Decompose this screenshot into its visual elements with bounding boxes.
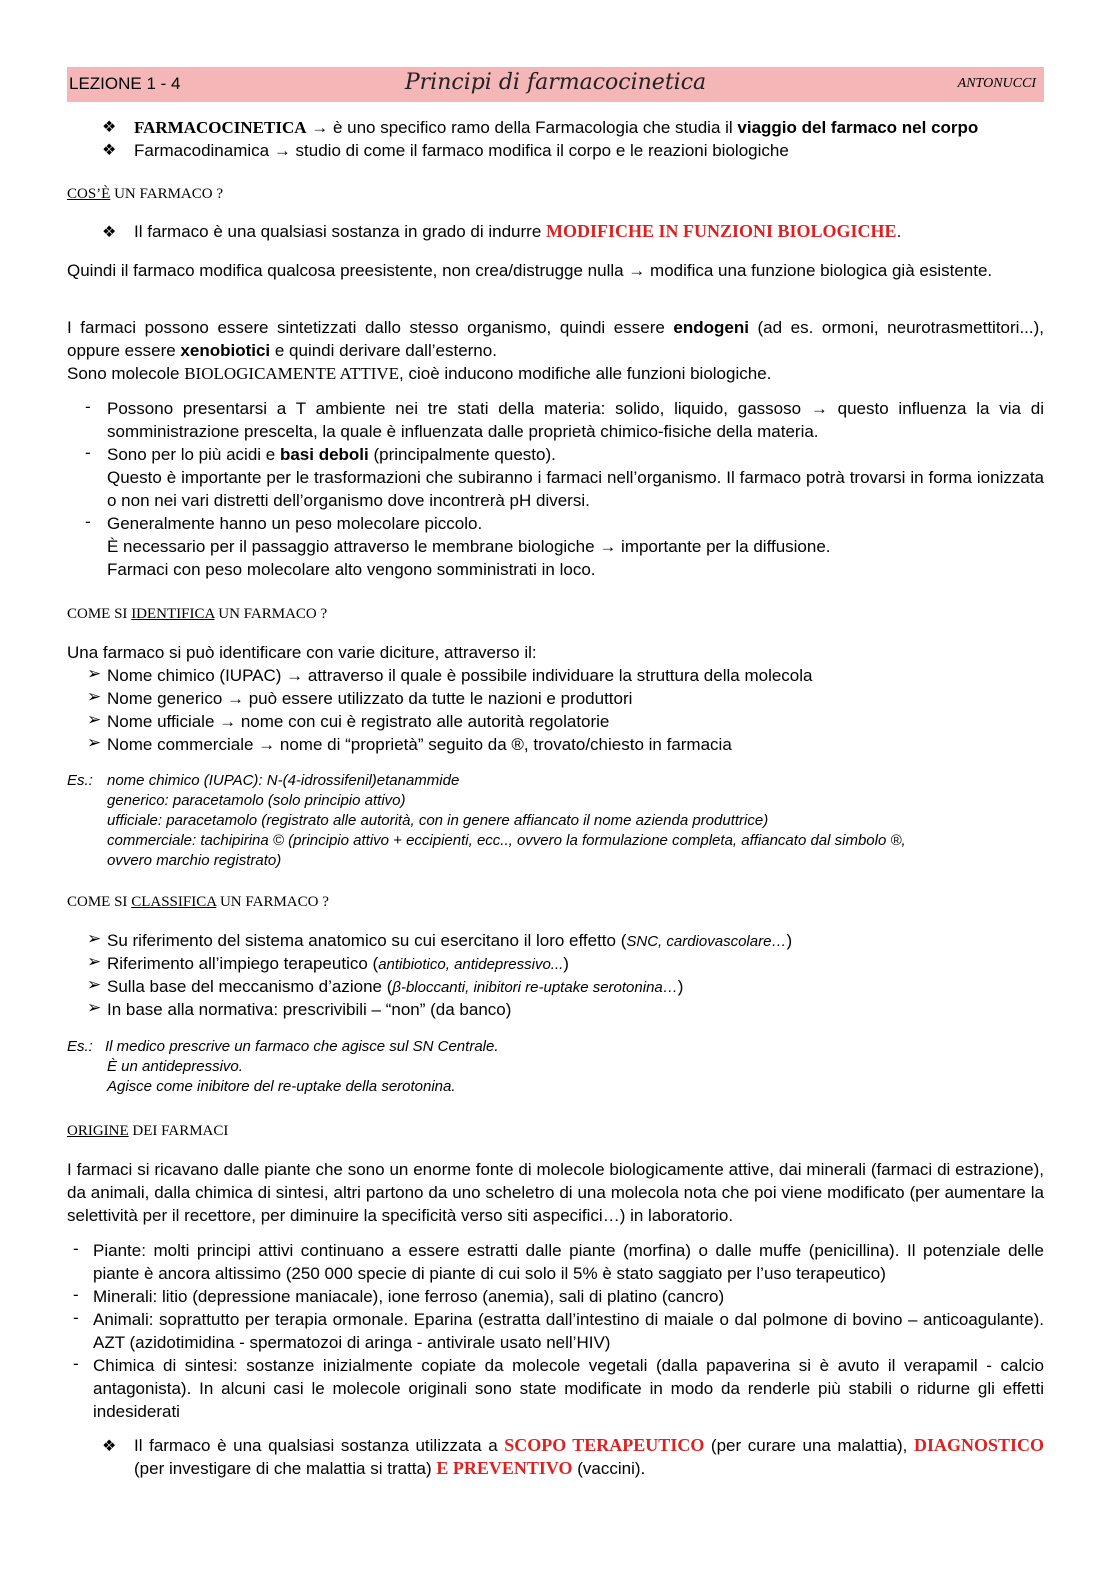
section-heading-identifica: COME SI IDENTIFICA UN FARMACO ? [67, 606, 328, 622]
list-item: Nome generico → può essere utilizzato da tutte le nazioni e produttori [107, 689, 633, 708]
conclusion-bullet: Il farmaco è una qualsiasi sostanza utilizzata a SCOPO TERAPEUTICO (per curare una malattia), DIAGNOSTICO (per investigare di che malattia si tratta) E PREVENTIVO (vaccini). [134, 1435, 1045, 1478]
intro-item-1: FARMACOCINETICA → è uno specifico ramo della Farmacologia che studia il viaggio del farmaco nel corpo [134, 118, 979, 137]
paragraph: I farmaci si ricavano dalle piante che sono un enorme fonte di molecole biologicamente attive, dai minerali (farmaci di estrazione), da animali, dalla chimica di sintesi, altri partono da uno scheletro di una molecola nota che poi viene modificato (per aumentare la selettività per il recettore, per diminuire la specificità verso siti aspecifici…) in laboratorio. [67, 1160, 1044, 1225]
list-item-continuation: Farmaci con peso molecolare alto vengono somministrati in loco. [107, 560, 596, 579]
intro-item-2: Farmacodinamica → studio di come il farmaco modifica il corpo e le reazioni biologiche [134, 141, 789, 160]
example-line: ufficiale: paracetamolo (registrato alle autorità, con in genere affiancato il nome azienda produttrice) [107, 812, 769, 829]
list-item: Animali: soprattutto per terapia ormonale. Eparina (estratta dall’intestino di maiale o dal polmone di bovino – anticoagulante). AZT (azidotimidina - spermatozoi di aringa - antivirale usato nell’HIV) [93, 1310, 1044, 1352]
list-item: Generalmente hanno un peso molecolare piccolo. [107, 514, 483, 533]
arrow-bullet-icon: ➢ [87, 687, 102, 706]
diamond-bullet-icon: ❖ [102, 142, 117, 159]
arrow-bullet-icon: ➢ [87, 952, 102, 971]
example-line: nome chimico (IUPAC): N-(4-idrossifenil)etanammide [107, 772, 460, 789]
list-item: Su riferimento del sistema anatomico su cui esercitano il loro effetto (SNC, cardiovascolare…) [107, 931, 793, 950]
list-item: Riferimento all’impiego terapeutico (antibiotico, antidepressivo...) [107, 954, 569, 973]
list-item: Nome ufficiale → nome con cui è registrato alle autorità regolatorie [107, 712, 610, 731]
list-item: In base alla normativa: prescrivibili – “non” (da banco) [107, 1000, 512, 1019]
arrow-bullet-icon: ➢ [87, 998, 102, 1017]
paragraph: I farmaci possono essere sintetizzati dallo stesso organismo, quindi essere endogeni (ad es. ormoni, neurotrasmettitori...), oppure essere xenobiotici e quindi derivare dall’esterno. [67, 318, 1045, 360]
list-item: Minerali: litio (depressione maniacale), ione ferroso (anemia), sali di platino (cancro) [93, 1287, 725, 1306]
example-line: Il medico prescrive un farmaco che agisce sul SN Centrale. [105, 1038, 499, 1055]
arrow-bullet-icon: ➢ [87, 664, 102, 683]
arrow-bullet-icon: ➢ [87, 710, 102, 729]
arrow-bullet-icon: ➢ [87, 733, 102, 752]
list-item: Chimica di sintesi: sostanze inizialmente copiate da molecole vegetali (dalla papaverina si è avuto il verapamil - calcio antagonista). In alcuni casi le molecole originali sono state modificate in modo da renderle più stabili o ridurne gli effetti indesiderati [93, 1356, 1044, 1421]
paragraph: Quindi il farmaco modifica qualcosa preesistente, non crea/distrugge nulla → modifica una funzione biologica già esistente. [67, 261, 993, 280]
paragraph: Sono molecole BIOLOGICAMENTE ATTIVE, cioè inducono modifiche alle funzioni biologiche. [67, 364, 772, 383]
list-item: Nome chimico (IUPAC) → attraverso il quale è possibile individuare la struttura della molecola [107, 666, 813, 685]
diamond-bullet-icon: ❖ [102, 119, 117, 136]
list-item: Sulla base del meccanismo d’azione (β-bloccanti, inibitori re-uptake serotonina…) [107, 977, 684, 996]
example-label: Es.: [67, 1038, 93, 1055]
example-label: Es.: [67, 772, 93, 789]
section-heading-cos-e: COS’È UN FARMACO ? [67, 186, 223, 202]
section-heading-classifica: COME SI CLASSIFICA UN FARMACO ? [67, 894, 329, 910]
example-line: commerciale: tachipirina © (principio attivo + eccipienti, ecc.., ovvero la formulazione completa, affiancato dal simbolo ®, [107, 832, 906, 849]
list-item-continuation: È necessario per il passaggio attraverso le membrane biologiche → importante per la diffusione. [107, 537, 831, 556]
diamond-bullet-icon: ❖ [102, 224, 117, 241]
page-title: Principi di farmacocinetica [404, 70, 707, 95]
list-item: Nome commerciale → nome di “proprietà” seguito da ®, trovato/chiesto in farmacia [107, 735, 732, 754]
example-line: generico: paracetamolo (solo principio attivo) [107, 792, 406, 809]
arrow-bullet-icon: ➢ [87, 929, 102, 948]
example-line: È un antidepressivo. [107, 1058, 243, 1075]
diamond-bullet-icon: ❖ [102, 1438, 117, 1455]
example-line: ovvero marchio registrato) [107, 852, 282, 869]
list-item-continuation: Questo è importante per le trasformazioni che subiranno i farmaci nell’organismo. Il farmaco potrà trovarsi in forma ionizzata o non nei vari distretti dell’organismo dove incontrerà pH diversi. [107, 468, 1044, 510]
definition-bullet: Il farmaco è una qualsiasi sostanza in grado di indurre MODIFICHE IN FUNZIONI BIOLOGICHE. [134, 221, 902, 241]
list-item: Sono per lo più acidi e basi deboli (principalmente questo). [107, 445, 556, 464]
page-header [67, 67, 1044, 102]
lesson-label: LEZIONE 1 - 4 [69, 74, 181, 93]
arrow-bullet-icon: ➢ [87, 975, 102, 994]
section-heading-origine: ORIGINE DEI FARMACI [67, 1123, 229, 1139]
list-item: Piante: molti principi attivi continuano a essere estratti dalle piante (morfina) o dalle muffe (penicillina). Il potenziale delle piante è ancora altissimo (250 000 specie di piante di cui solo il 5% è stato saggiato per l’uso terapeutico) [93, 1241, 1044, 1283]
example-line: Agisce come inibitore del re-uptake della serotonina. [107, 1078, 456, 1095]
list-item: Possono presentarsi a T ambiente nei tre stati della materia: solido, liquido, gassoso → questo influenza la via di somministrazione prescelta, la quale è influenzata dalle proprietà chimico-fisiche della materia. [107, 399, 1044, 441]
author-label: ANTONUCCI [957, 76, 1036, 91]
paragraph: Una farmaco si può identificare con varie diciture, attraverso il: [67, 643, 537, 662]
